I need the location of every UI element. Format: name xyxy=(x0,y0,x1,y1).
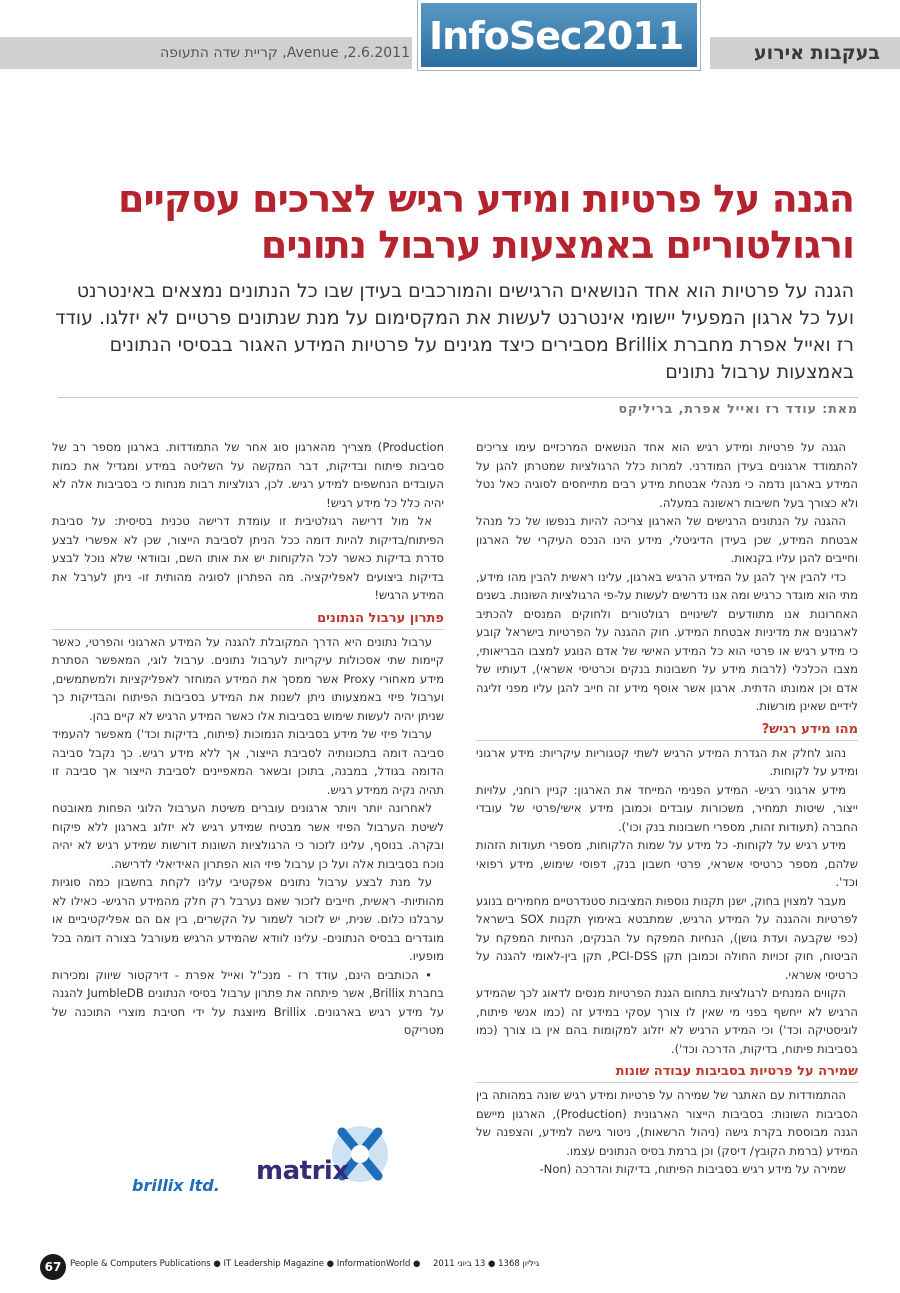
section-label: בעקבות אירוע xyxy=(710,37,900,69)
paragraph: ערבול פיזי של מידע בסביבות הנמוכות (פיתוח, בדיקות וכד') מאפשר להעמיד סביבה דומה בתכונותיה לסביבת הייצור, אך ללא מידע רגיש. כך נקבל סביבה הדומה בגודל, במבנה, בתוכן ובשאר המאפיינים לסביבת הייצור אך סביבה זו תהיה נקיה ממידע רגיש. xyxy=(52,727,444,797)
section-heading: פתרון ערבול הנתונים xyxy=(52,611,444,630)
page-header xyxy=(0,0,900,72)
paragraph: על מנת לבצע ערבול נתונים אפקטיבי עלינו לקחת בחשבון כמה סוגיות מהותיות- ראשית, חייבים לזכור שאם נערבל רק חלק מהמידע הרגיש- כאילו לא ערבלנו כלום. שנית, יש לזכור לשמור על הקשרים, בין אם הם אפליקטיביים או מוגדרים בבסיס הנתונים- עלינו לוודא שהמידע הרגיש מעורבל בצורה דומה בכל מופעיו. xyxy=(52,875,444,963)
matrix-logo: matrix xyxy=(256,1156,349,1186)
paragraph: מידע רגיש על לקוחות- כל מידע על שמות הלקוחות, מספרי תעודות הזהות שלהם, מספר כרטיסי אשראי, פרטי חשבון בנק, דפוסי שימוש, מידע רפואי וכד'. xyxy=(476,838,858,889)
paragraph: • הכותבים הינם, עודד רז - מנכ"ל ואייל אפרת - דירקטור שיווק ומכירות בחברת Brillix, אשר פיתחה את פתרון ערבול בסיסי הנתונים JumbleDB להגנה על מידע רגיש בארגונים. Brillix מיוצגת על ידי חטיבת מוצרי התוכנה של מטריקס xyxy=(52,967,445,1037)
paragraph: ערבול נתונים היא הדרך המקובלת להגנה על המידע הארגוני והפרטי, כאשר קיימות שתי אסכולות עיקריות לערבול נתונים. ערבול לוגי, המאפשר הסתרת מידע מאחורי Proxy אשר ממסך את המידע המוחזר לאפליקציות ולמשתמשים, וערבול פיזי באמצעותו ניתן לשנות את המידע בסביבות הפיתוח והבדיקות כך שניתן יהיה לעשות שימוש בסביבות אלו כאשר המידע הרגיש לא קיים בהן. xyxy=(52,634,445,723)
paragraph: לאחרונה יותר ויותר ארגונים עוברים משיטת הערבול הלוגי הפחות מאובטח לשיטת הערבול הפיזי אשר מבטיח שמידע רגיש לא יזלוג בארגון ללא פיקוח ובקרה. בנוסף, עלינו לזכור כי הרגולציות השונות דורשות שמידע רגיש לא יהיה נוכח בסביבות אלה ועל כן ערבול פיזי הוא הפתרון האידיאלי לדרישה. xyxy=(52,801,444,871)
infosec-logo: InfoSec2011 xyxy=(418,0,700,70)
article-byline: מאת: עודד רז ואייל אפרת, בריליקס xyxy=(618,401,858,416)
event-venue: 2.6.2011, Avenue, קריית שדה התעופה xyxy=(160,45,410,61)
paragraph: ההתמודדות עם האתגר של שמירה על פרטיות ומידע רגיש שונה במהותה בין הסביבות השונות: בסביבות הייצור הארגונית (Production), הארגון מיישם הגנה מבוססת בקרת גישה (ניהול הרשאות), ניטור גישה למידע, והצפנה של המידע (ברמת הקובץ/ דיסק) וכן ברמת בסיס הנתונים עצמו. xyxy=(476,1088,859,1158)
footer-publications: People & Computers Publications ● IT Leadership Magazine ● InformationWorld ● xyxy=(70,1259,421,1269)
footer-issue: גיליון 1368 ● 13 ביוני 2011 xyxy=(433,1259,540,1269)
section-heading: שמירה על פרטיות בסביבות עבודה שונות xyxy=(476,1064,858,1083)
page-number: 67 xyxy=(40,1254,66,1280)
paragraph: הגנה על פרטיות ומידע רגיש הוא אחד הנושאים המרכזיים עימו צריכים להתמודד ארגונים בעידן המודרני. למרות כלל הרגולציות שמטרתן להגן על המידע בארגון נדמה כי מנהלי אבטחת מידע רבים מתייחסים לסוגיה כאל נטל ולא כצורך בעל חשיבות ראשונה במעלה. xyxy=(476,440,858,510)
byline-divider xyxy=(58,397,858,398)
brillix-logo: brillix ltd. xyxy=(132,1176,220,1195)
paragraph: מעבר למצוין בחוק, ישנן תקנות נוספות המציבות סטנדרטיים מחמירים בנוגע לפרטיות וההגנה על המידע הרגיש, שמתבטא באימוץ תקנות SOX בישראל (כפי שקבעה ועדת גושן), הנחיות המפקח על הבנקים, הנחיות המפקח על הביטוח, חוק זכויות החולה וכמובן תקן PCI-DSS, תקן בין-לאומי להגנה על כרטיסי אשראי. xyxy=(476,893,858,982)
article-subtitle: הגנה על פרטיות הוא אחד הנושאים הרגישים והמורכבים בעידן שבו כל הנתונים נמצאים באינטרנט ועל כל ארגון המפעיל יישומי אינטרנט לעשות את המקסימום על מנת שנתונים פרטיים לא יזלגו. עודד רז ואייל אפרת מחברת Brillix מסבירים כיצד מגינים על פרטיות המידע האגור בבסיסי הנתונים באמצעות ערבול נתונים xyxy=(55,280,854,383)
paragraph: מידע ארגוני רגיש- המידע הפנימי המייחד את הארגון: קניין רוחני, עלויות ייצור, שיטות תמחיר, משכורות עובדים וכמובן מידע אישי/פרטי של עובדי החברה (תעודות זהות, מספרי חשבונות בנק וכו'). xyxy=(476,782,858,834)
right-column xyxy=(476,438,858,1179)
paragraph: ההגנה על הנתונים הרגישים של הארגון צריכה להיות בנפשו של כל מנהל אבטחת המידע, שכן בעידן הדיגיטלי, מידע הינו הנכס העיקרי של הארגון וחייבים להגן עליו בקנאות. xyxy=(476,514,858,565)
paragraph: שמירה על מידע רגיש בסביבות הפיתוח, בדיקות והדרכה (Non- xyxy=(539,1162,846,1176)
paragraph: הקווים המנחים לרגולציות בתחום הגנת הפרטיות מנסים לדאוג לכך שהמידע הרגיש לא ייחשף בפני מי שאין לו צורך עסקי במידע זה (כמו אנשי פיתוח, לוגיסטיקה וכד') וכי המידע הרגיש לא יזלוג למקומות בהם אין בו צורך (כמו בסביבות פיתוח, בדיקות, הדרכה וכד'). xyxy=(476,986,858,1056)
paragraph: כדי להבין איך להגן על המידע הרגיש בארגון, עלינו ראשית להבין מהו מידע, מתי הוא מוגדר כרגיש ומה אנו נדרשים לעשות על-פי הרגולציות השונות. בשנים האחרונות אנו מתוודעים לשינויים רגולטורים ולחוקים המנסים להכתיב לארגונים את מדיניות אבטחת המידע. חוק ההגנה על הפרטיות בישראל קובע כי מידע רגיש או פרטי הוא כל המידע האישי של אדם הנוגע למצבו הבריאותי, מצבו הכלכלי (לרבות מידע על חשבונות בנקים וכרטיסי אשראי), דעותיו של אדם וכן אמונתו הדתית. ארגון אשר אוסף מידע זה חייב להגן עליו מפני זליגה לידיים שאינן מורשות. xyxy=(476,569,858,713)
paragraph: נהוג לחלק את הגדרת המידע הרגיש לשתי קטגוריות עיקריות: מידע ארגוני ומידע על לקוחות. xyxy=(476,745,858,778)
section-heading: מהו מידע רגיש? xyxy=(476,722,858,741)
paragraph: אל מול דרישה רגולטיבית זו עומדת דרישה טכנית בסיסית: על סביבת הפיתוח/בדיקות להיות דומה ככל הניתן לסביבת הייצור, שכן לא אפשרי לבצע סדרת בדיקות כאשר לכל הלקוחות יש את אותו השם, ובוודאי שלא נוכל לבצע בדיקות ביצועים לאפליקציה. מה הפתרון לסוגיה מהותית זו- ניתן לערבל את המידע הרגיש! xyxy=(52,514,444,602)
paragraph: Production) מצריך מהארגון סוג אחר של התמודדות. בארגון מספר רב של סביבות פיתוח ובדיקות, דבר המקשה על השליטה במידע ומגדיל את כמות העובדים הנחשפים למידע רגיש. לכן, רגולציות רבות מנחות כי בסביבות אלה לא יהיה כלל כל מידע רגיש! xyxy=(52,440,444,510)
article-title: הגנה על פרטיות ומידע רגיש לצרכים עסקיים ורגולטוריים באמצעות ערבול נתונים xyxy=(118,177,854,267)
left-column xyxy=(52,438,444,1040)
